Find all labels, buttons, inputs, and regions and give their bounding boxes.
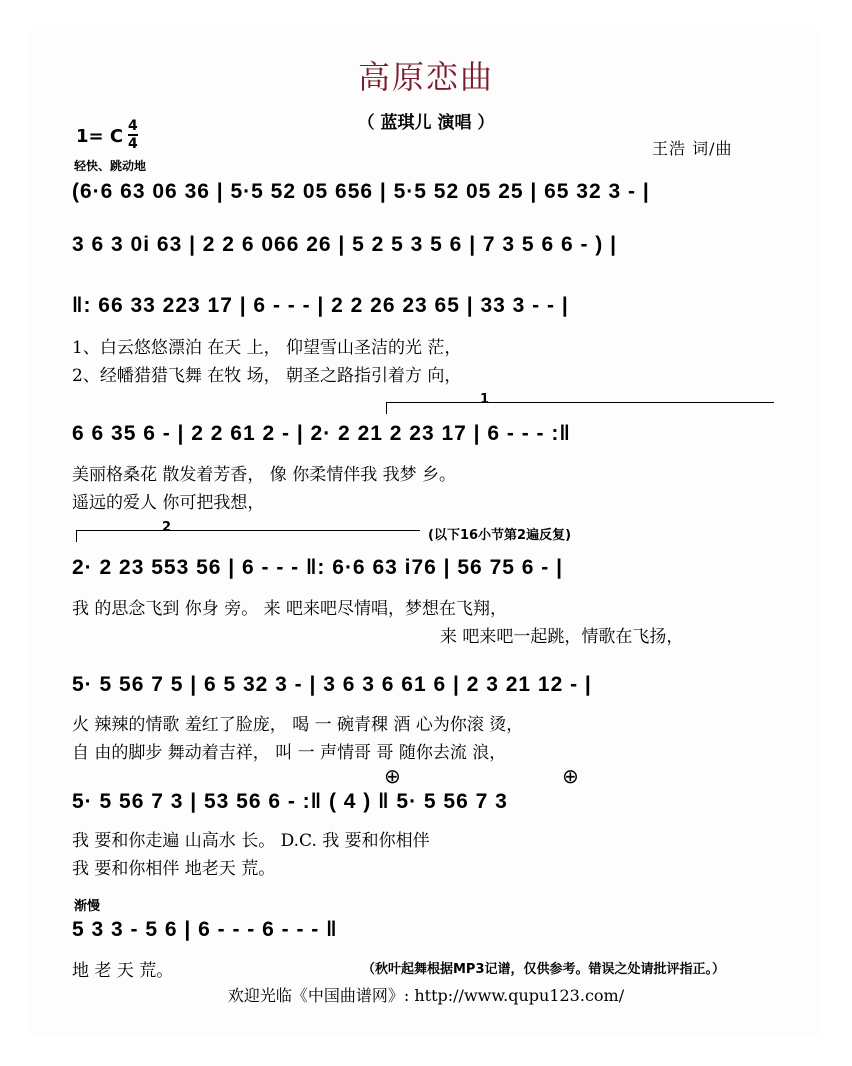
coda-icon: ⊕ xyxy=(384,764,401,788)
author-credit: 王浩 词/曲 xyxy=(652,139,733,158)
volta-2-start xyxy=(76,530,77,542)
ritardando-mark: 渐慢 xyxy=(74,899,101,914)
time-signature: $\frac{4}{4}$ xyxy=(128,118,138,152)
lyric-row-6-verse-1: 火 辣辣的情歌 羞红了脸庞， 喝 一 碗青稞 酒 心为你滚 烫， xyxy=(72,715,524,735)
notation-row-5: 2· 2 23 553 56 | 6 - - - ‖: 6·6 63 i76 | 56 75 6 - | xyxy=(72,556,563,579)
notation-row-6: 5· 5 56 7 5 | 6 5 32 3 - | 3 6 3 6 61 6 | 2 3 21 12 - | xyxy=(72,673,592,696)
site-footer: 欢迎光临《中国曲谱网》: http://www.qupu123.com/ xyxy=(227,986,625,1005)
notation-row-8: 5 3 3 - 5 6 | 6 - - - 6 - - - ‖ xyxy=(72,918,338,941)
volta-1-bracket xyxy=(386,402,774,403)
song-title: 高原恋曲 xyxy=(357,58,494,96)
notation-row-1: (6·6 63 06 36 | 5·5 52 05 656 | 5·5 52 05 25 | 65 32 3 - | xyxy=(72,180,650,203)
notation-row-2: 3 6 3 0i 63 | 2 2 6 066 26 | 5 2 5 3 5 6 | 7 3 5 6 6 - ) | xyxy=(72,233,617,256)
transcription-note: （秋叶起舞根据MP3记谱，仅供参考。错误之处请批评指正。） xyxy=(362,962,726,977)
lyric-row-6-verse-2: 自 由的脚步 舞动着吉祥， 叫 一 声情哥 哥 随你去流 浪， xyxy=(72,743,507,763)
volta-2-label: 2 xyxy=(162,520,172,535)
lyric-row-3-verse-1: 1、白云悠悠漂泊 在天 上， 仰望雪山圣洁的光 茫， xyxy=(72,338,462,358)
lyric-row-5-verse-1: 我 的思念飞到 你身 旁。 来 吧来吧尽情唱，梦想在飞翔， xyxy=(72,599,508,619)
volta-1-label: 1 xyxy=(480,392,490,407)
lyric-row-4-verse-2: 遥远的爱人 你可把我想， xyxy=(72,493,265,513)
notation-row-7: 5· 5 56 7 3 | 53 56 6 - :‖ ( 4 ) ‖ 5· 5 56 7 3 xyxy=(72,790,508,813)
coda-icon: ⊕ xyxy=(562,764,579,788)
lyric-row-8: 地 老 天 荒。 xyxy=(72,961,174,981)
key-signature: 1= C xyxy=(76,126,124,147)
lyric-row-7-verse-1: 我 要和你走遍 山高水 长。 D.C. 我 要和你相伴 xyxy=(72,831,430,851)
performer-subtitle: （ 蓝琪儿 演唱 ） xyxy=(357,113,495,133)
tempo-mark: 轻快、跳动地 xyxy=(74,159,147,173)
lyric-row-3-verse-2: 2、经幡猎猎飞舞 在牧 场， 朝圣之路指引着方 向， xyxy=(72,366,462,386)
volta-1-start xyxy=(386,402,387,414)
notation-row-3: ‖: 66 33 223 17 | 6 - - - | 2 2 26 23 65 | 33 3 - - | xyxy=(72,294,569,317)
notation-row-4: 6 6 35 6 - | 2 2 61 2 - | 2· 2 21 2 23 17 | 6 - - - :‖ xyxy=(72,422,571,445)
volta-2-bracket xyxy=(76,530,420,531)
repeat-note: (以下16小节第2遍反复) xyxy=(428,528,572,543)
lyric-row-7-verse-2: 我 要和你相伴 地老天 荒。 xyxy=(72,859,276,879)
lyric-row-5-verse-2: 来 吧来吧一起跳，情歌在飞扬， xyxy=(440,627,684,647)
lyric-row-4-verse-1: 美丽格桑花 散发着芳香， 像 你柔情伴我 我梦 乡。 xyxy=(72,465,457,485)
